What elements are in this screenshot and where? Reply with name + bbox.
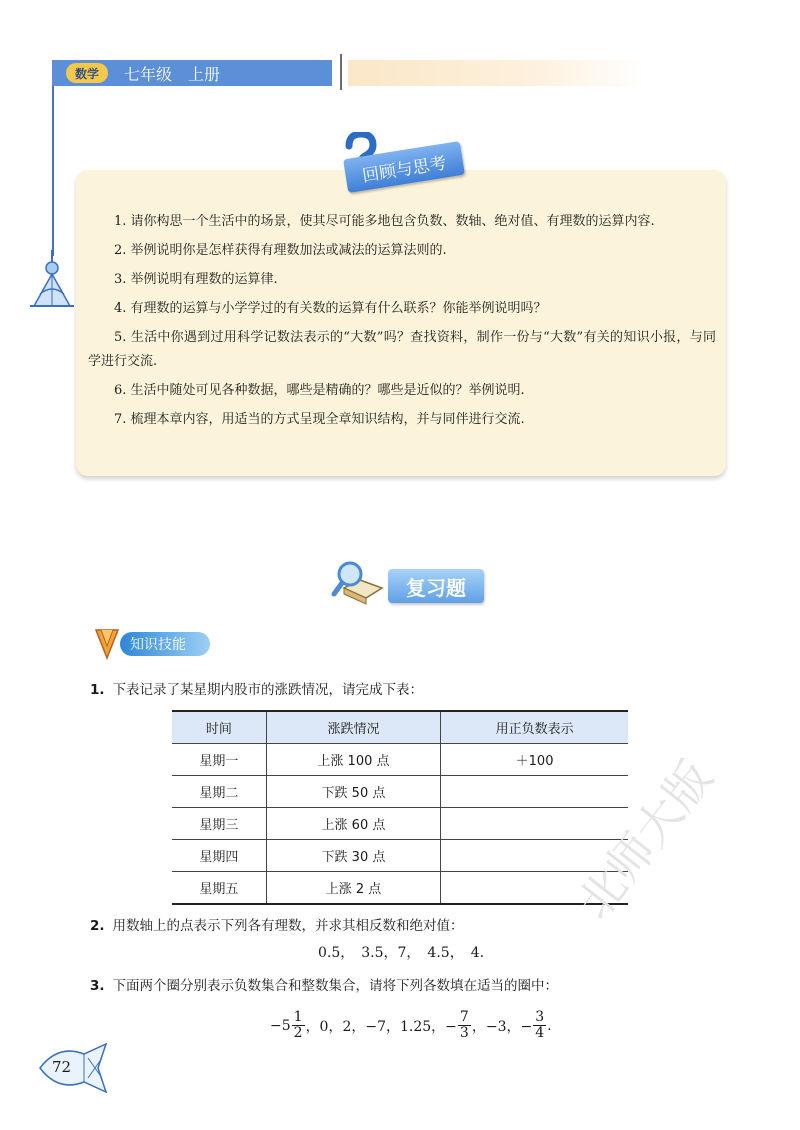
question-number: 1. [90, 682, 105, 698]
publisher-watermark: 北师大版 [567, 750, 723, 929]
review-item: 3. 举例说明有理数的运算律. [114, 272, 278, 287]
magnifier-book-icon [330, 558, 388, 610]
cell-change: 下跌 30 点 [266, 840, 440, 872]
table-row [172, 744, 628, 776]
tower-icon [26, 250, 78, 310]
header-change: 涨跌情况 [266, 711, 440, 744]
stock-table [172, 710, 628, 905]
review-item: 6. 生活中随处可见各种数据，哪些是精确的？哪些是近似的？举例说明. [114, 383, 525, 398]
question-3 [90, 974, 558, 994]
pencil-triangle-icon [94, 626, 120, 662]
expr-part: . [547, 1017, 552, 1034]
cell-day: 星期五 [172, 872, 266, 905]
cell-day: 星期三 [172, 808, 266, 840]
cell-change: 下跌 50 点 [266, 776, 440, 808]
fraction-denominator: 4 [535, 1025, 545, 1041]
header-time: 时间 [172, 711, 266, 744]
cell-day: 星期四 [172, 840, 266, 872]
cell-signed: ＋100 [441, 744, 628, 776]
header-divider [340, 54, 342, 90]
fraction-denominator: 3 [459, 1025, 469, 1041]
review-item: 2. 举例说明你是怎样获得有理数加法或减法的运算法则的. [114, 243, 447, 258]
fraction [292, 1010, 305, 1041]
fraction [533, 1010, 546, 1041]
fraction-numerator: 7 [459, 1009, 469, 1025]
page-number: 72 [52, 1058, 72, 1076]
expr-part: ，0，2，−7，1.25，− [305, 1018, 457, 1035]
fraction [458, 1010, 471, 1041]
header-signed: 用正负数表示 [441, 711, 628, 744]
cell-day: 星期二 [172, 776, 266, 808]
cell-day: 星期一 [172, 744, 266, 776]
fraction-numerator: 3 [535, 1009, 545, 1025]
number-list: 0.5， 3.5，7， 4.5， 4. [318, 945, 485, 961]
review-item: 4. 有理数的运算与小学学过的有关数的运算有什么联系？你能举例说明吗？ [114, 301, 547, 316]
question-text: 用数轴上的点表示下列各有理数，并求其相反数和绝对值： [112, 918, 464, 934]
cell-signed [441, 776, 628, 808]
expr-part: ，−3，− [471, 1018, 533, 1035]
header-gradient [348, 60, 648, 86]
table-header-row [172, 711, 628, 744]
grade-label: 七年级 上册 [124, 65, 221, 84]
table-row [172, 808, 628, 840]
table-row [172, 776, 628, 808]
review-list [88, 210, 716, 437]
section-tag: 知识技能 [120, 632, 210, 656]
cell-change: 上涨 100 点 [266, 744, 440, 776]
exercises-title: 复习题 [388, 569, 484, 603]
table-row [172, 872, 628, 905]
number-expression [270, 1010, 552, 1041]
fraction-numerator: 1 [293, 1009, 303, 1025]
subject-badge: 数学 [66, 63, 108, 83]
cell-change: 上涨 60 点 [266, 808, 440, 840]
review-item: 5. 生活中你遇到过用科学记数法表示的“大数”吗？查找资料，制作一份与“大数”有关的知识小报，与同学进行交流. [88, 330, 716, 369]
expr-part: −5 [270, 1017, 291, 1034]
review-item: 1. 请你构思一个生活中的场景，使其尽可能多地包含负数、数轴、绝对值、有理数的运算内容. [114, 214, 655, 229]
question-2 [90, 914, 464, 934]
left-margin-rule [52, 86, 54, 256]
review-title: 回顾与思考 [343, 141, 465, 193]
review-item: 7. 梳理本章内容，用适当的方式呈现全章知识结构，并与同伴进行交流. [114, 412, 525, 427]
cell-change: 上涨 2 点 [266, 872, 440, 905]
question-number: 3. [90, 978, 105, 994]
question-text: 下面两个圈分别表示负数集合和整数集合，请将下列各数填在适当的圈中： [112, 978, 559, 994]
fish-icon [36, 1040, 110, 1096]
question-number: 2. [90, 918, 105, 934]
table-row [172, 840, 628, 872]
question-text: 下表记录了某星期内股市的涨跌情况，请完成下表： [112, 682, 424, 698]
question-1 [90, 678, 423, 698]
fraction-denominator: 2 [293, 1025, 303, 1041]
cell-signed [441, 808, 628, 840]
